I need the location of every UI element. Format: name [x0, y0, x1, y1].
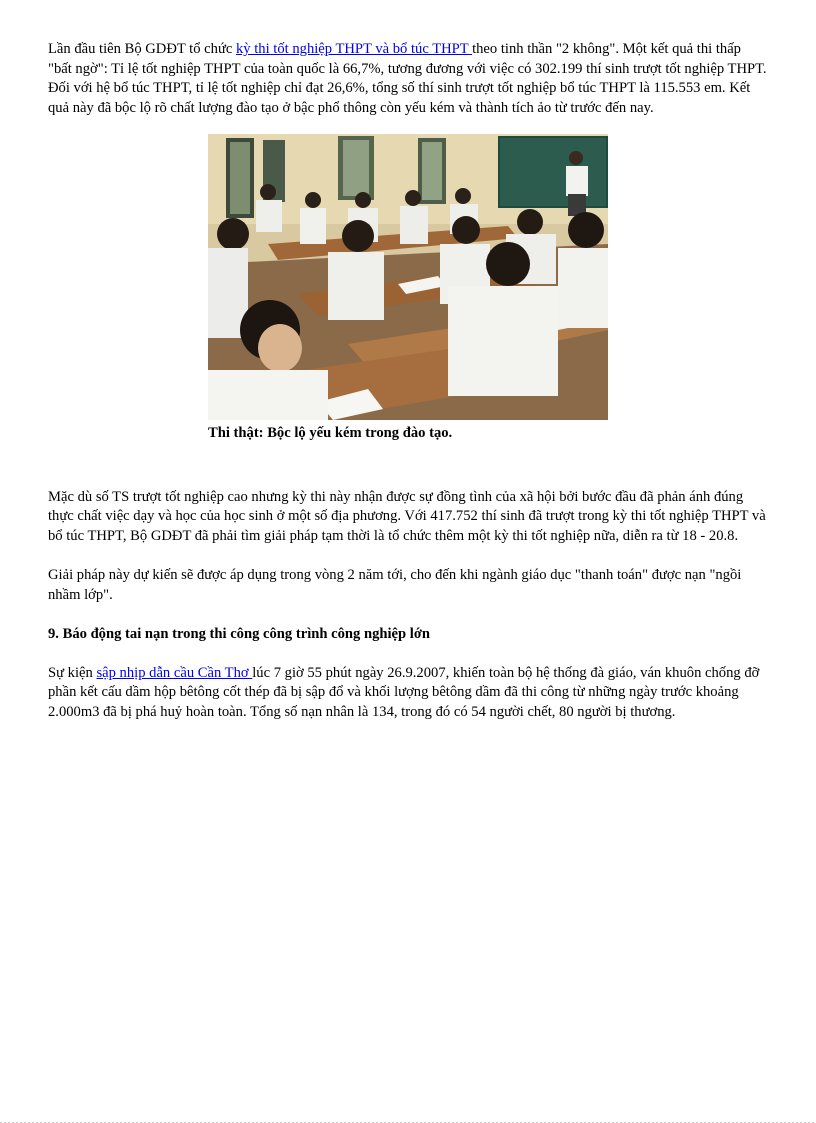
paragraph-text: Sự kiện [48, 664, 97, 681]
paragraph-text: theo tinh thần "2 không". Một kết quả thi thấp "bất ngờ": Tỉ lệ tốt nghiệp THPT của toàn quốc là 66,7%, tương đương với việc có 302.199 thí sinh trượt tốt nghiệp THPT. Đối với hệ bổ túc THPT, tỉ lệ tốt nghiệp chỉ đạt 26,6%, tổng số thí sinh trượt tốt nghiệp bổ túc THPT là 115.553 em. Kết quả này đã bộc lộ rõ chất lượng đào tạo ở bậc phổ thông còn yếu kém và thành tích ảo từ trước đến nay. [48, 41, 767, 116]
bridge-link[interactable]: sập nhịp dẫn cầu Cần Thơ [96, 664, 253, 681]
paragraph-bridge-collapse [48, 664, 768, 723]
paragraph-exam-results [48, 40, 768, 118]
paragraph-text: Lần đầu tiên Bộ GDĐT tổ chức [48, 41, 236, 57]
section-heading: 9. Báo động tai nạn trong thi công công trình công nghiệp lớn [48, 626, 431, 642]
document-body [48, 40, 768, 722]
paragraph-text: lúc 7 giờ 55 phút ngày 26.9.2007, khiến toàn bộ hệ thống đà giáo, ván khuôn chống đỡ phần kết cấu dầm hộp bêtông cốt thép đã bị sập đổ và khối lượng bêtông dầm đã thi công từ những ngày trước khoảng 2.000m3 đã bị phá huỷ hoàn toàn. Tổng số nạn nhân là 134, trong đó có 54 người chết, 80 người bị thương. [48, 664, 760, 720]
photo-caption: Thi thật: Bộc lộ yếu kém trong đào tạo. [208, 425, 453, 441]
exam-link[interactable]: kỳ thi tốt nghiệp THPT và bổ túc THPT [236, 41, 473, 57]
figure [208, 134, 608, 444]
paragraph-second-exam: Mặc dù số TS trượt tốt nghiệp cao nhưng kỳ thi này nhận được sự đồng tình của xã hội bởi bước đầu đã phản ánh đúng thực chất việc dạy và học của học sinh ở một số địa phương. Với 417.752 thí sinh đã trượt trong kỳ thi tốt nghiệp THPT và bổ túc THPT, Bộ GDĐT đã phải tìm giải pháp tạm thời là tổ chức thêm một kỳ thi tốt nghiệp nữa, diễn ra từ 18 - 20.8. [48, 488, 766, 544]
classroom-photo [208, 134, 608, 420]
paragraph-solution: Giải pháp này dự kiến sẽ được áp dụng trong vòng 2 năm tới, cho đến khi ngành giáo dục "thanh toán" được nạn "ngồi nhầm lớp". [48, 567, 742, 603]
